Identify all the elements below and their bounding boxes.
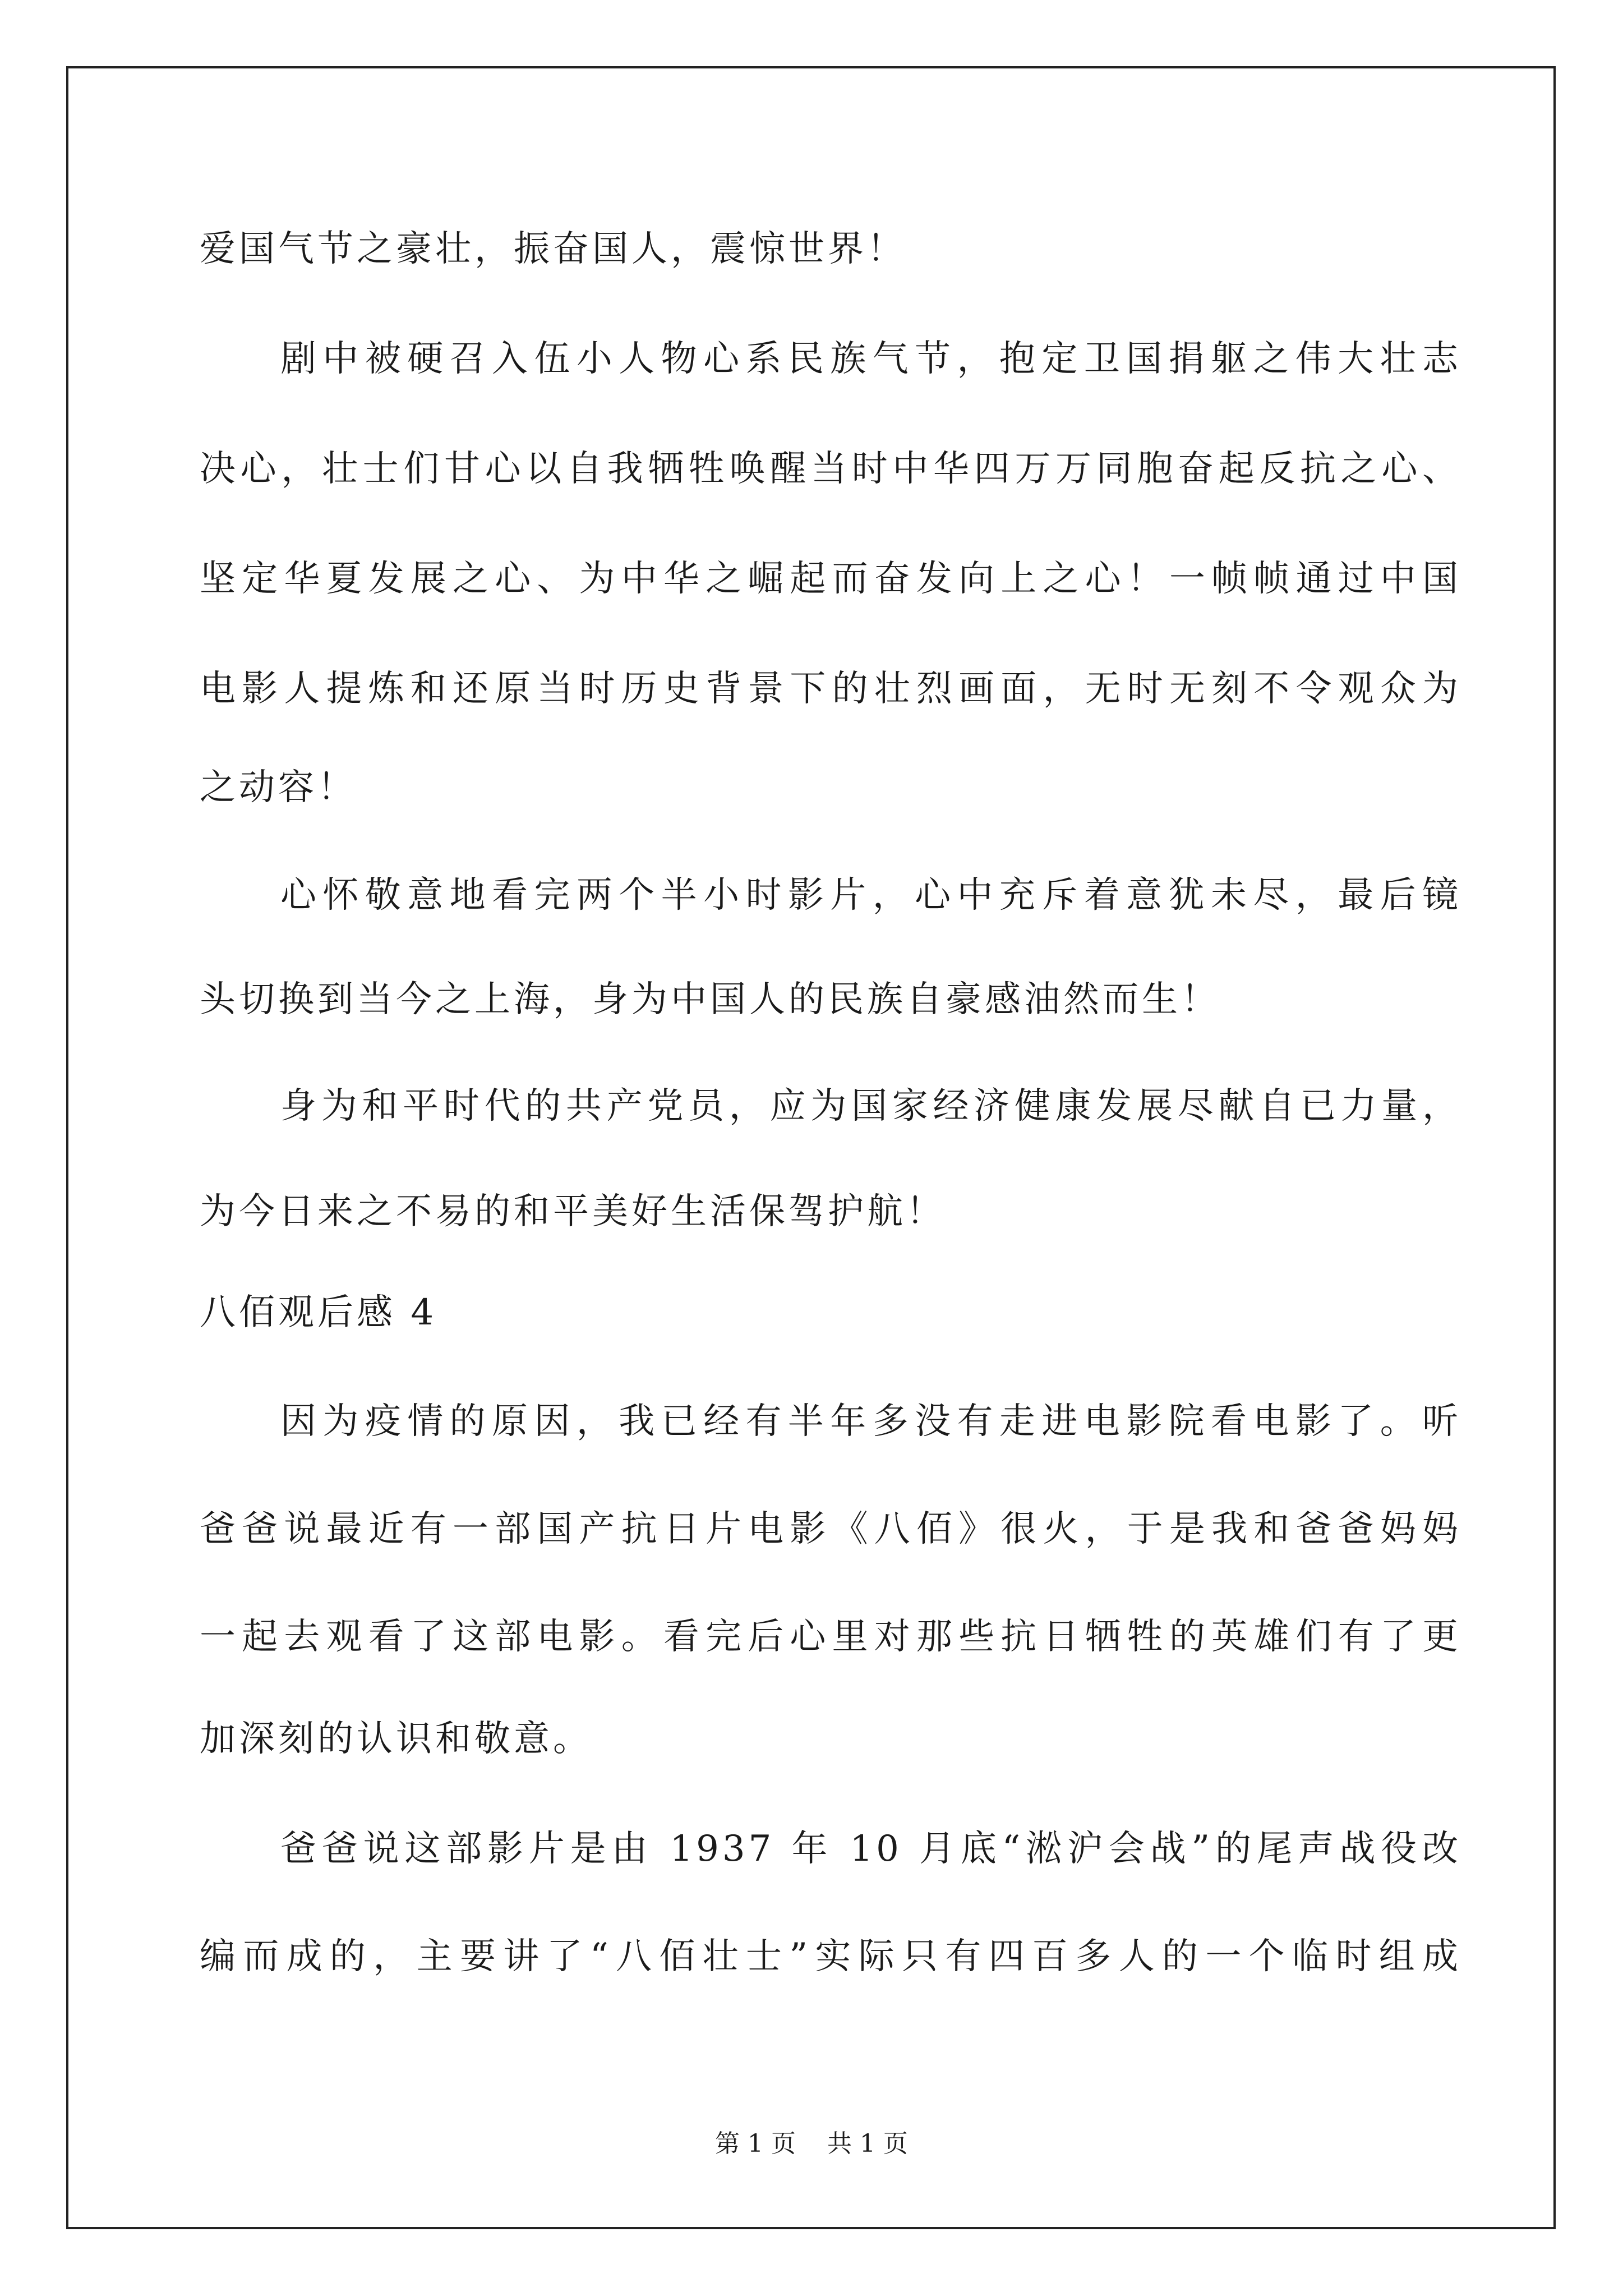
body-text-line: 决心，壮士们甘心以自我牺牲唤醒当时中华四万万同胞奋起反抗之心、 [200, 448, 1461, 490]
body-text-line: 爱国气节之豪壮，振奋国人，震惊世界！ [200, 228, 906, 270]
body-text-line: 编而成的，主要讲了“八佰壮士”实际只有四百多人的一个临时组成 [200, 1936, 1461, 1977]
body-text-line: 爸爸说这部影片是由 1937 年 10 月底“淞沪会战”的尾声战役改 [280, 1828, 1461, 1870]
body-text-line: 加深刻的认识和敬意。 [200, 1718, 592, 1760]
body-text-line: 坚定华夏发展之心、为中华之崛起而奋发向上之心！一帧帧通过中国 [200, 558, 1461, 600]
page-border [66, 66, 1556, 2229]
body-text-line: 心怀敬意地看完两个半小时影片，心中充斥着意犹未尽，最后镜 [280, 875, 1461, 916]
body-text-line: 为今日来之不易的和平美好生活保驾护航！ [200, 1191, 946, 1232]
body-text-line: 之动容！ [200, 767, 357, 808]
body-text-line: 头切换到当今之上海，身为中国人的民族自豪感油然而生！ [200, 979, 1220, 1020]
body-text-line: 爸爸说最近有一部国产抗日片电影《八佰》很火，于是我和爸爸妈妈 [200, 1508, 1461, 1550]
body-text-line: 身为和平时代的共产党员，应为国家经济健康发展尽献自已力量， [280, 1085, 1461, 1127]
body-text-line: 剧中被硬召入伍小人物心系民族气节，抱定卫国捐躯之伟大壮志 [280, 338, 1461, 380]
body-text-line: 电影人提炼和还原当时历史背景下的壮烈画面，无时无刻不令观众为 [200, 668, 1461, 710]
body-text-line: 因为疫情的原因，我已经有半年多没有走进电影院看电影了。听 [280, 1401, 1461, 1442]
page-footer: 第 1 页 共 1 页 [715, 2129, 908, 2158]
body-text-line: 一起去观看了这部电影。看完后心里对那些抗日牺牲的英雄们有了更 [200, 1616, 1461, 1658]
section-heading: 八佰观后感 4 [200, 1292, 437, 1333]
